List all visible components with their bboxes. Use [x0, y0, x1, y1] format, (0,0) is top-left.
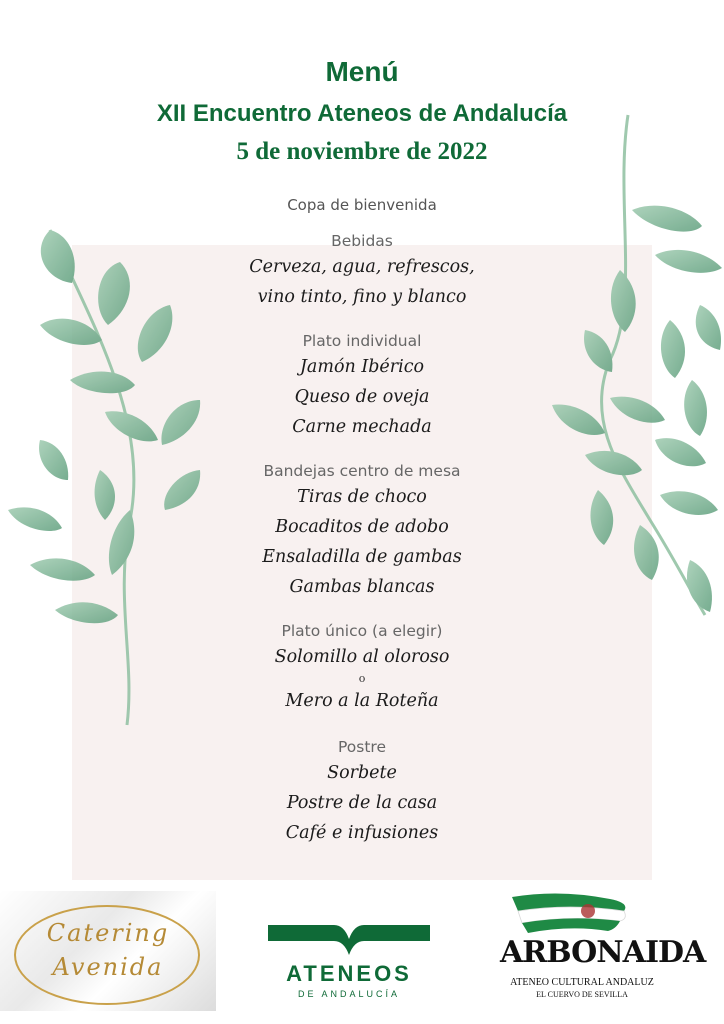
- menu-item: vino tinto, fino y blanco: [257, 287, 467, 307]
- event-subtitle: XII Encuentro Ateneos de Andalucía: [156, 100, 568, 127]
- menu-item: Café e infusiones: [285, 823, 439, 843]
- menu-item: Carne mechada: [292, 417, 432, 437]
- arbonaida-logo-name: ARBONAIDA: [500, 935, 706, 970]
- menu-item: Ensaladilla de gambas: [262, 547, 462, 567]
- ateneos-logo-sub: DE ANDALUCÍA: [297, 989, 401, 999]
- menu-item: Bocaditos de adobo: [275, 517, 449, 537]
- andalusian-flag-icon: [500, 891, 664, 935]
- sponsor-logos: [0, 885, 724, 1024]
- ateneos-andalucia-logo: [264, 917, 434, 1007]
- welcome-drink: Copa de bienvenida: [287, 196, 437, 214]
- section-title: Bandejas centro de mesa: [263, 462, 461, 480]
- menu-item: Mero a la Roteña: [285, 691, 439, 711]
- event-date: 5 de noviembre de 2022: [236, 138, 488, 165]
- section-bandejas: [0, 460, 724, 602]
- arbonaida-logo: [500, 891, 706, 1011]
- arbonaida-logo-sub2: EL CUERVO DE SEVILLA: [536, 990, 628, 999]
- menu-item: Queso de oveja: [294, 387, 430, 407]
- menu-item: Cerveza, agua, refrescos,: [249, 257, 475, 277]
- menu-item: Postre de la casa: [286, 793, 438, 813]
- menu-item: Gambas blancas: [289, 577, 435, 597]
- section-plato-unico: [0, 620, 724, 716]
- ateneos-logo-name: ATENEOS: [286, 961, 412, 986]
- choice-separator: o: [358, 672, 366, 685]
- catering-logo-line2: Avenida: [52, 953, 164, 981]
- section-bebidas: [0, 230, 724, 312]
- section-title: Postre: [338, 738, 386, 756]
- menu-item: Solomillo al oloroso: [274, 647, 450, 667]
- menu-item: Jamón Ibérico: [299, 357, 425, 377]
- section-title: Bebidas: [331, 232, 393, 250]
- menu-item: Tiras de choco: [297, 487, 427, 507]
- section-title: Plato único (a elegir): [281, 622, 443, 640]
- catering-logo-line1: Catering: [46, 919, 170, 947]
- section-plato-individual: [0, 330, 724, 442]
- section-postre: [0, 736, 724, 848]
- catering-avenida-logo: [0, 891, 216, 1011]
- ateneos-book-icon: [264, 917, 434, 961]
- menu-list: [0, 190, 724, 848]
- section-title: Plato individual: [302, 332, 422, 350]
- menu-title: Menú: [325, 56, 399, 87]
- menu-item: Sorbete: [327, 763, 397, 783]
- arbonaida-logo-sub1: ATENEO CULTURAL ANDALUZ: [510, 977, 654, 988]
